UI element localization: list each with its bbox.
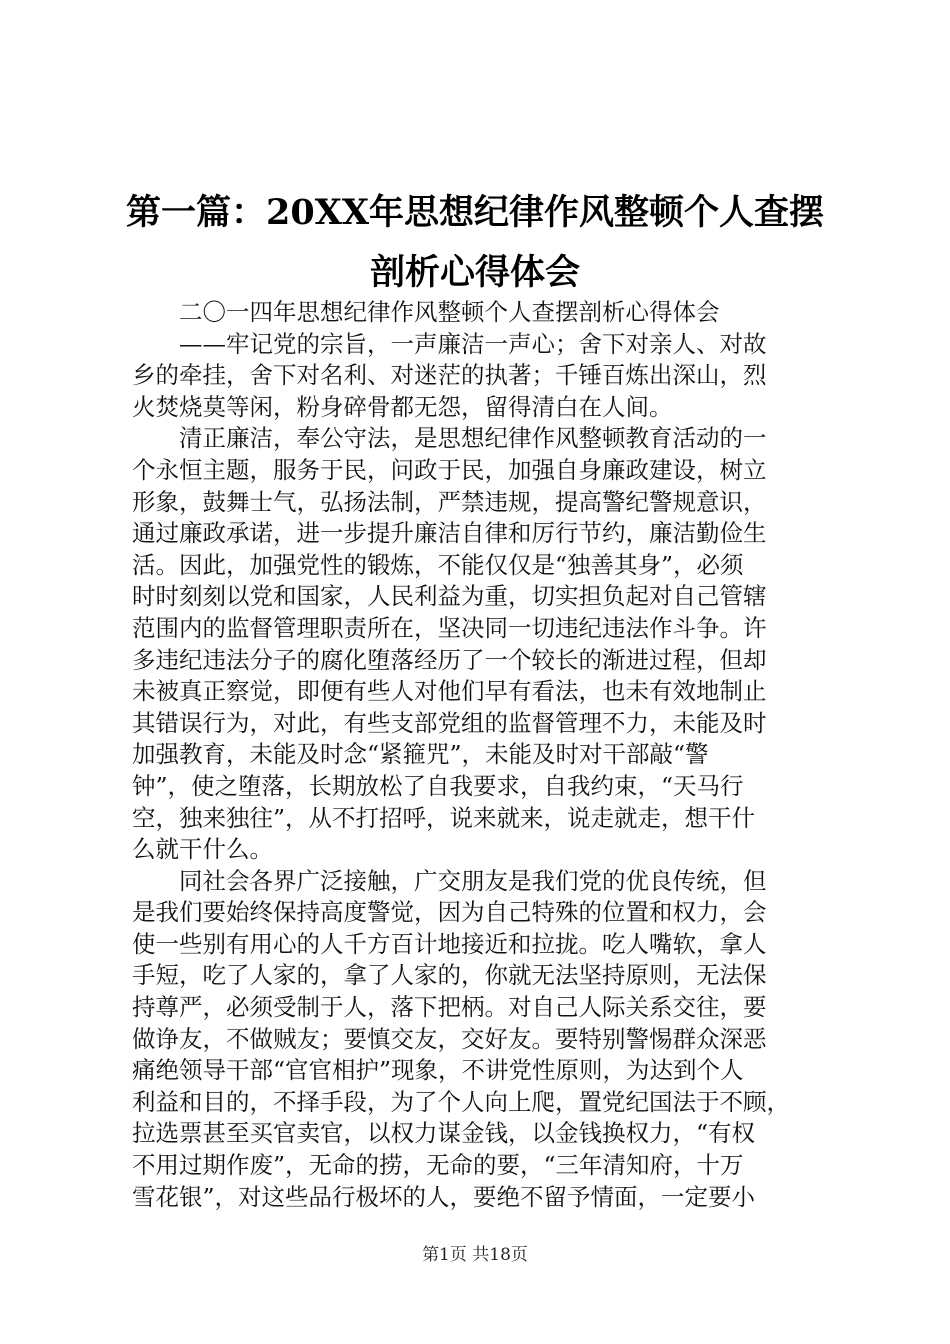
text-line: 利益和目的，不择手段，为了个人向上爬，置党纪国法于不顾， [132, 1087, 790, 1116]
text-line: 多违纪违法分子的腐化堕落经历了一个较长的渐进过程，但却 [132, 645, 767, 674]
text-line: 通过廉政承诺，进一步提升廉洁自律和厉行节约，廉洁勤俭生 [132, 519, 767, 548]
text-line: 时时刻刻以党和国家，人民利益为重，切实担负起对自己管辖 [132, 582, 767, 611]
text-line: 形象，鼓舞士气，弘扬法制，严禁违规，提高警纪警规意识， [132, 487, 767, 516]
text-line: 钟”，使之堕落，长期放松了自我要求，自我约束，“天马行 [132, 771, 744, 800]
text-line: 雪花银”，对这些品行极坏的人，要绝不留予情面，一定要小 [132, 1182, 756, 1211]
text-line: 么就干什么。 [132, 835, 273, 864]
text-line: 使一些别有用心的人千方百计地接近和拉拢。吃人嘴软，拿人 [132, 929, 767, 958]
text-line: 其错误行为，对此，有些支部党组的监督管理不力，未能及时 [132, 708, 767, 737]
text-line: 痛绝领导干部“官官相护”现象，不讲党性原则，为达到个人 [132, 1056, 744, 1085]
text-line: 个永恒主题，服务于民，问政于民，加强自身廉政建设，树立 [132, 455, 767, 484]
text-line: 手短，吃了人家的，拿了人家的，你就无法坚持原则，无法保 [132, 961, 767, 990]
text-line: 清正廉洁，奉公守法，是思想纪律作风整顿教育活动的一 [179, 424, 767, 453]
text-line: 乡的牵挂，舍下对名利、对迷茫的执著；千锤百炼出深山，烈 [132, 361, 767, 390]
document-body [132, 297, 832, 1213]
title-line-2: 剖析心得体会 [369, 252, 580, 293]
text-line: 二〇一四年思想纪律作风整顿个人查摆剖析心得体会 [179, 298, 720, 326]
text-line: 不用过期作废”，无命的捞，无命的要，“三年清知府，十万 [132, 1151, 744, 1180]
title-line-1: 第一篇：20XX年思想纪律作风整顿个人查摆 [125, 192, 825, 233]
page-footer: 第1页 共18页 [422, 1245, 528, 1265]
document-title [100, 183, 850, 303]
text-line: 是我们要始终保持高度警觉，因为自己特殊的位置和权力，会 [132, 898, 767, 927]
text-line: 加强教育，未能及时念“紧箍咒”，未能及时对干部敲“警 [132, 740, 709, 769]
text-line: 未被真正察觉，即便有些人对他们早有看法，也未有效地制止 [132, 677, 767, 706]
text-line: 范围内的监督管理职责所在，坚决同一切违纪违法作斗争。许 [132, 613, 767, 642]
text-line: 持尊严，必须受制于人，落下把柄。对自己人际关系交往，要 [132, 993, 767, 1022]
text-line: 同社会各界广泛接触，广交朋友是我们党的优良传统，但 [179, 866, 767, 895]
text-line: 活。因此，加强党性的锻炼，不能仅仅是“独善其身”，必须 [132, 550, 744, 579]
text-line: 火焚烧莫等闲，粉身碎骨都无怨，留得清白在人间。 [132, 392, 673, 421]
text-line: 做诤友，不做贼友；要慎交友，交好友。要特别警惕群众深恶 [132, 1024, 767, 1053]
text-line: 空，独来独往”，从不打招呼，说来就来，说走就走，想干什 [132, 803, 756, 832]
text-line: ——牢记党的宗旨，一声廉洁一声心；舍下对亲人、对故 [179, 329, 767, 358]
text-line: 拉选票甚至买官卖官，以权力谋金钱，以金钱换权力，“有权 [132, 1119, 756, 1148]
